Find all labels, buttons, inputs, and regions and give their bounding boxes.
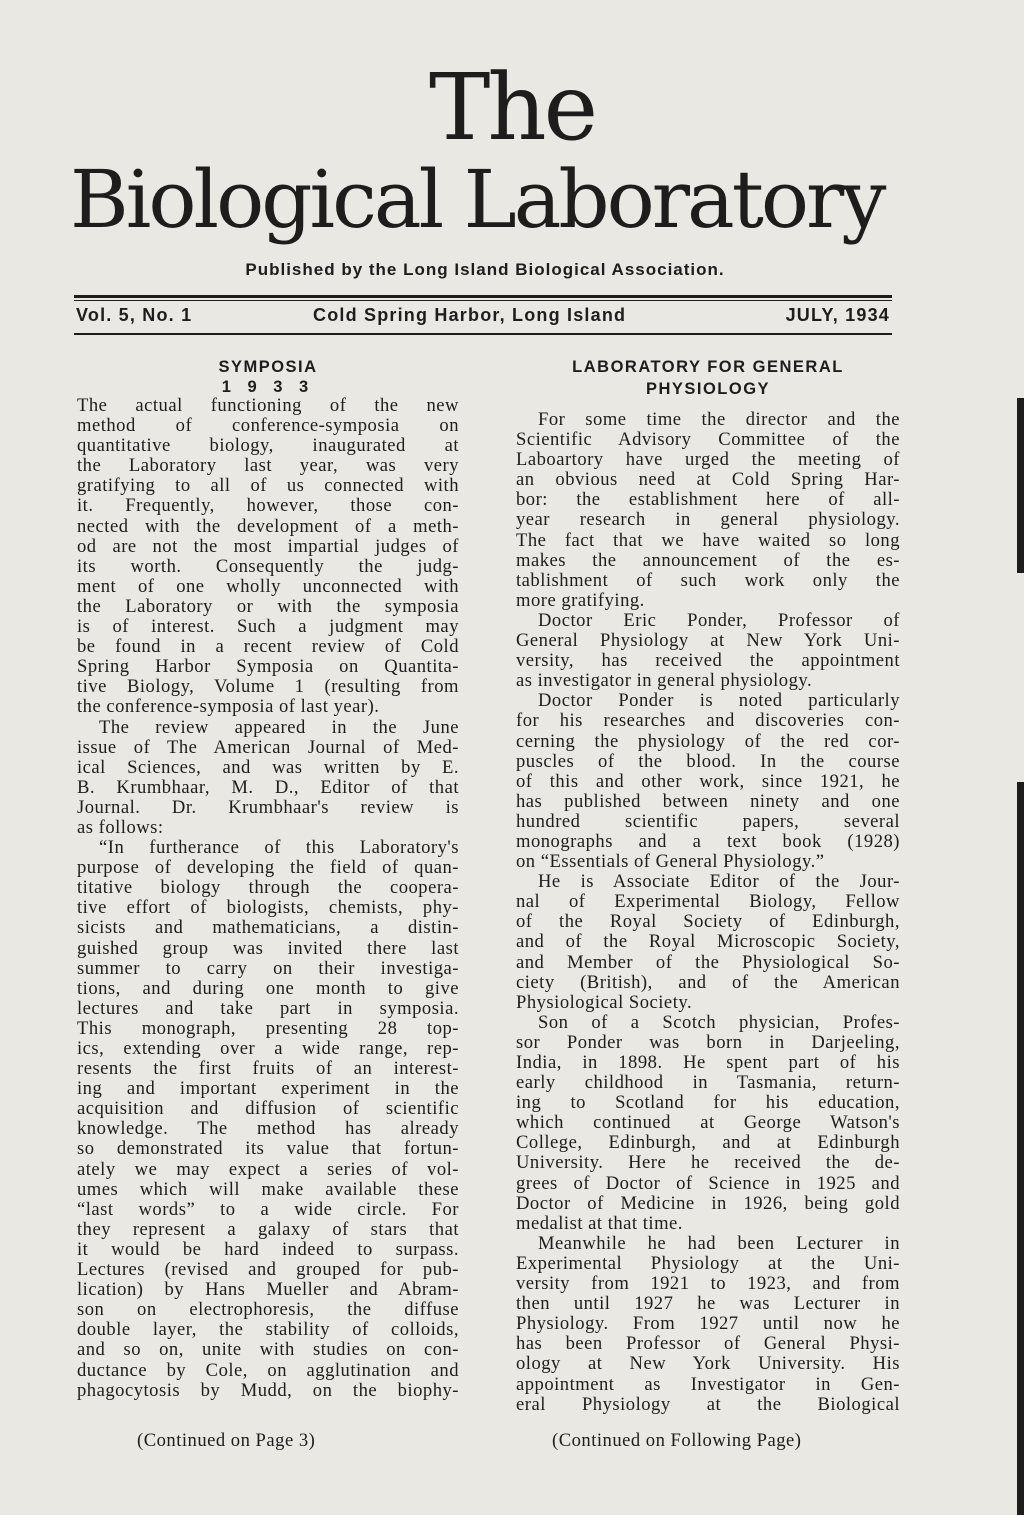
- text-line: sor Ponder was born in Darjeeling,: [516, 1031, 900, 1053]
- text-line: summer to carry on their investiga-: [77, 957, 459, 979]
- text-line: monographs and a text book (1928): [516, 830, 900, 852]
- top-rule: [74, 295, 892, 298]
- text-line: method of conference-symposia on: [77, 415, 459, 437]
- text-line: ciety (British), and of the American: [516, 971, 900, 993]
- text-line: it would be hard indeed to surpass.: [77, 1238, 459, 1260]
- volume-number: Vol. 5, No. 1: [76, 305, 193, 325]
- text-line: General Physiology at New York Uni-: [516, 630, 900, 652]
- masthead-title: Biological Laboratory: [70, 153, 884, 246]
- continued-note: (Continued on Page 3): [137, 1430, 316, 1451]
- text-line: and Member of the Physiological So-: [516, 951, 900, 973]
- text-line: the Laboratory or with the symposia: [77, 595, 459, 617]
- bottom-rule: [74, 333, 892, 335]
- text-line: son on electrophoresis, the diffuse: [77, 1299, 459, 1321]
- text-line: For some time the director and the: [538, 409, 900, 430]
- text-line: issue of The American Journal of Med-: [77, 736, 459, 758]
- text-line: knowledge. The method has already: [77, 1118, 459, 1140]
- text-line: sicists and mathematicians, a distin-: [77, 917, 459, 939]
- text-line: cerning the physiology of the red cor-: [516, 730, 900, 752]
- text-line: double layer, the stability of colloids,: [77, 1319, 459, 1341]
- text-line: tions, and during one month to give: [77, 977, 459, 999]
- text-line: India, in 1898. He spent part of his: [516, 1052, 900, 1073]
- text-line: lectures and take part in symposia.: [77, 997, 459, 1019]
- text-line: then until 1927 he was Lecturer in: [516, 1293, 900, 1315]
- text-line: Doctor of Medicine in 1926, being gold: [516, 1192, 900, 1214]
- text-line: an obvious need at Cold Spring Har-: [516, 469, 900, 491]
- scan-edge-mark: [1017, 782, 1024, 1515]
- text-line: This monograph, presenting 28 top-: [77, 1017, 459, 1039]
- text-line: ing and important experiment in the: [77, 1078, 459, 1100]
- article-subheading: 1 9 3 3: [221, 378, 315, 396]
- text-line: “last words” to a wide circle. For: [77, 1198, 459, 1220]
- text-line: tive effort of biologists, chemists, phy-: [77, 897, 459, 919]
- text-line: so demonstrated its value that fortun-: [77, 1138, 459, 1160]
- text-line: as follows:: [77, 816, 164, 838]
- text-line: ical Sciences, and was written by E.: [77, 756, 459, 778]
- text-line: it. Frequently, however, those con-: [77, 495, 459, 517]
- text-line: early childhood in Tasmania, return-: [516, 1072, 900, 1094]
- text-line: nected with the development of a meth-: [77, 515, 459, 537]
- text-line: of the Royal Society of Edinburgh,: [516, 911, 900, 933]
- text-line: Scientific Advisory Committee of the: [516, 429, 900, 451]
- text-line: for his researches and discoveries con-: [516, 710, 900, 732]
- text-line: and so on, unite with studies on con-: [77, 1339, 459, 1361]
- text-line: The fact that we have waited so long: [516, 529, 900, 551]
- text-line: The actual functioning of the new: [77, 395, 459, 416]
- text-line: Physiology. From 1927 until now he: [516, 1313, 900, 1335]
- text-line: tablishment of such work only the: [516, 569, 900, 591]
- text-line: which continued at George Watson's: [516, 1112, 900, 1134]
- text-line: makes the announcement of the es-: [516, 549, 900, 571]
- text-line: on “Essentials of General Physiology.”: [516, 851, 825, 873]
- text-line: eral Physiology at the Biological: [516, 1393, 900, 1415]
- text-line: year research in general physiology.: [516, 509, 900, 531]
- text-line: and of the Royal Microscopic Society,: [516, 931, 900, 953]
- text-line: resents the first fruits of an interest-: [77, 1058, 459, 1080]
- text-line: ductance by Cole, on agglutination and: [77, 1359, 459, 1381]
- text-line: Lectures (revised and grouped for pub-: [77, 1259, 459, 1281]
- text-line: is of interest. Such a judgment may: [77, 616, 459, 638]
- text-line: The review appeared in the June: [99, 716, 459, 738]
- text-line: B. Krumbhaar, M. D., Editor of that: [77, 776, 459, 798]
- text-line: be found in a recent review of Cold: [77, 636, 459, 658]
- text-line: ment of one wholly unconnected with: [77, 575, 459, 597]
- text-line: umes which will make available these: [77, 1178, 459, 1200]
- top-rule-thin: [74, 300, 892, 301]
- text-line: ology at New York University. His: [516, 1353, 900, 1375]
- text-line: Journal. Dr. Krumbhaar's review is: [77, 796, 459, 818]
- text-line: lication) by Hans Mueller and Abram-: [77, 1279, 459, 1301]
- text-line: appointment as Investigator in Gen-: [516, 1373, 900, 1395]
- issue-date: JULY, 1934: [785, 305, 890, 325]
- text-line: od are not the most impartial judges of: [77, 535, 459, 557]
- text-line: versity from 1921 to 1923, and from: [516, 1273, 900, 1295]
- text-line: gratifying to all of us connected with: [77, 475, 459, 497]
- text-line: puscles of the blood. In the course: [516, 750, 900, 772]
- text-line: bor: the establishment here of all-: [516, 489, 900, 511]
- text-line: grees of Doctor of Science in 1925 and: [516, 1172, 900, 1194]
- text-line: has published between ninety and one: [516, 790, 900, 812]
- text-line: Physiological Society.: [516, 991, 693, 1013]
- text-line: the Laboratory last year, was very: [77, 455, 459, 477]
- text-line: tive Biology, Volume 1 (resulting from: [77, 676, 459, 698]
- text-line: guished group was invited there last: [77, 937, 459, 959]
- text-line: more gratifying.: [516, 589, 645, 611]
- text-line: of this and other work, since 1921, he: [516, 770, 900, 792]
- text-line: “In furtherance of this Laboratory's: [99, 837, 459, 859]
- text-line: College, Edinburgh, and at Edinburgh: [516, 1132, 900, 1154]
- heading-line: PHYSIOLOGY: [645, 380, 771, 398]
- text-line: titative biology through the coopera-: [77, 877, 459, 899]
- text-line: quantitative biology, inaugurated at: [77, 435, 459, 457]
- scan-edge-mark: [1017, 398, 1024, 573]
- text-line: acquisition and diffusion of scientific: [77, 1098, 459, 1120]
- left-column: [77, 356, 459, 1401]
- article-heading: SYMPOSIA: [218, 358, 318, 376]
- text-line: hundred scientific papers, several: [516, 810, 900, 832]
- issue-bar: [76, 305, 890, 329]
- article-heading: [516, 356, 900, 400]
- text-line: He is Associate Editor of the Jour-: [538, 871, 900, 893]
- text-line: versity, has received the appointment: [516, 650, 900, 672]
- text-line: ing to Scotland for his education,: [516, 1092, 900, 1114]
- text-line: medalist at that time.: [516, 1212, 683, 1234]
- text-line: nal of Experimental Biology, Fellow: [516, 891, 900, 913]
- text-line: University. Here he received the de-: [516, 1152, 900, 1174]
- publisher-line: Published by the Long Island Biological Association.: [245, 260, 725, 279]
- text-line: phagocytosis by Mudd, on the biophy-: [77, 1379, 459, 1401]
- heading-line: LABORATORY FOR GENERAL: [572, 358, 844, 376]
- text-line: Doctor Ponder is noted particularly: [538, 690, 900, 712]
- place-line: Cold Spring Harbor, Long Island: [313, 305, 627, 325]
- continued-note: (Continued on Following Page): [552, 1430, 802, 1451]
- masthead-the: The: [428, 54, 596, 161]
- text-line: has been Professor of General Physi-: [516, 1333, 900, 1355]
- text-line: the conference-symposia of last year).: [77, 696, 380, 718]
- article-body: [516, 410, 900, 1415]
- text-line: ately we may expect a series of vol-: [77, 1158, 459, 1180]
- text-line: Son of a Scotch physician, Profes-: [538, 1011, 900, 1033]
- text-line: Doctor Eric Ponder, Professor of: [538, 609, 900, 631]
- text-line: its worth. Consequently the judg-: [77, 555, 459, 577]
- text-line: they represent a galaxy of stars that: [77, 1218, 459, 1240]
- text-line: ics, extending over a wide range, rep-: [77, 1038, 459, 1059]
- text-line: as investigator in general physiology.: [516, 670, 813, 692]
- article-body: [77, 396, 459, 1401]
- text-line: Meanwhile he had been Lecturer in: [538, 1232, 900, 1254]
- text-line: purpose of developing the field of quan-: [77, 857, 459, 879]
- text-line: Spring Harbor Symposia on Quantita-: [77, 656, 459, 678]
- text-line: Experimental Physiology at the Uni-: [516, 1252, 900, 1274]
- right-column: [516, 356, 900, 1415]
- text-line: Laboartory have urged the meeting of: [516, 449, 900, 471]
